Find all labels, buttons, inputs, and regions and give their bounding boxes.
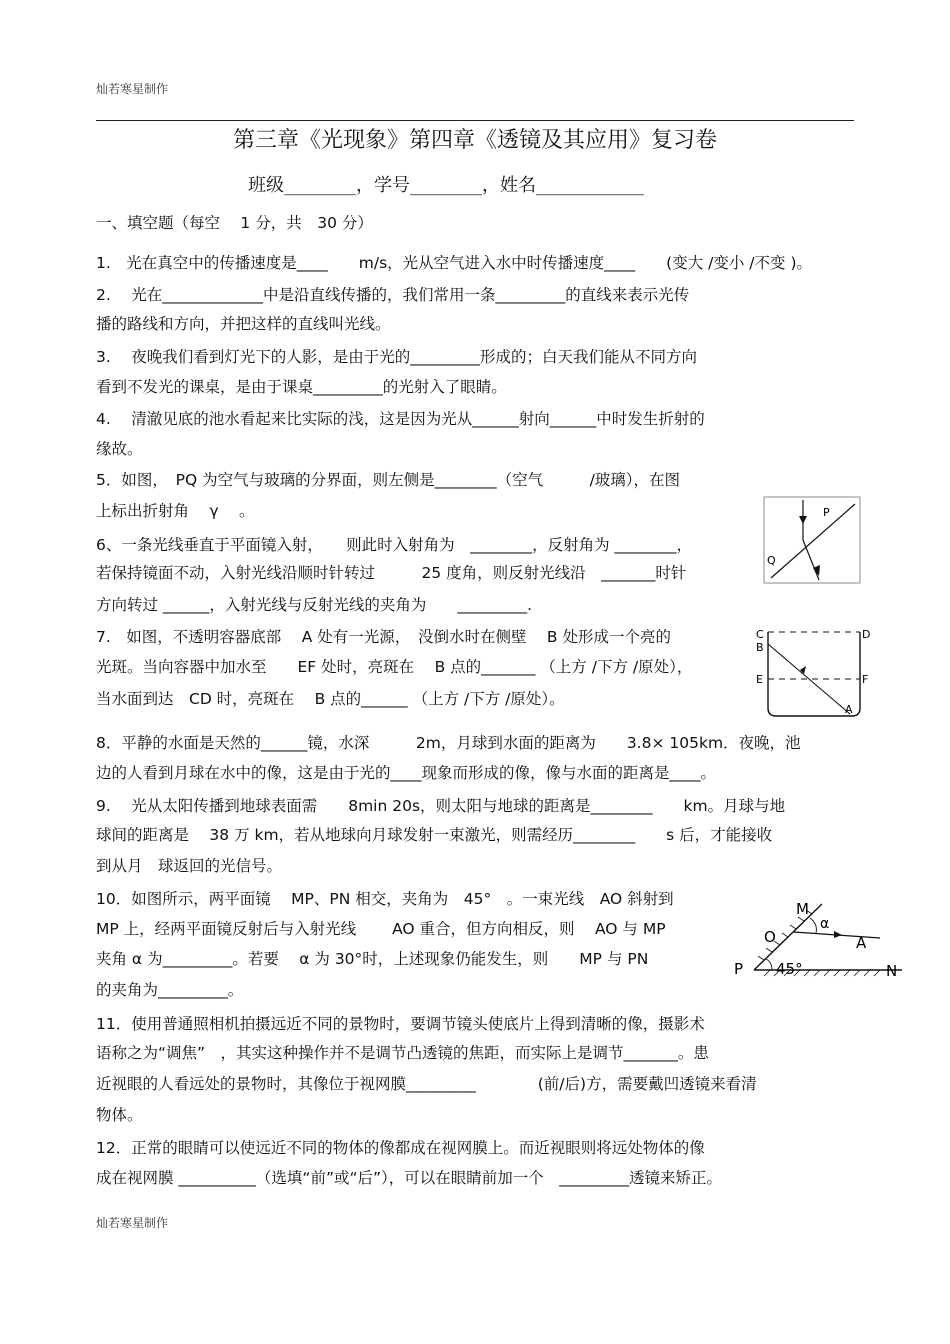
question-line: MP 上，经两平面镜反射后与入射光线 AO 重合，但方向相反，则 AO 与 MP [96,920,666,938]
page-title: 第三章《光现象》第四章《透镜及其应用》复习卷 [232,128,717,153]
angle-45-arc [766,959,772,970]
question-line: 当水面到达 CD 时，亮斑在 B 点的______ （上方 /下方 /原处）。 [96,690,565,708]
question-line: 球间的距离是 38 万 km，若从地球向月球发射一束激光，则需经历________ s 后，才能接收 [96,826,773,844]
figure-two-mirrors [730,890,908,986]
ray-ao-arrow [834,931,842,938]
label-m: M [796,900,809,918]
question-line: 12．正常的眼睛可以使远近不同的物体的像都成在视网膜上。而近视眼则将远处物体的像 [96,1139,705,1157]
label-a: A [845,703,853,716]
incident-arrow [799,516,807,524]
question-line: 6、一条光线垂直于平面镜入射， 则此时入射角为 ________，反射角为 ________， [96,536,693,554]
question-line: 的夹角为_________。 [96,981,244,999]
question-line: 9. 光从太阳传播到地球表面需 8min 20s，则太阳与地球的距离是________ km。月球与地 [96,797,786,815]
question-line: 夹角 α 为_________。若要 α 为 30°时，上述现象仍能发生，则 MP 与 PN [96,950,649,968]
figure-container [754,622,874,720]
question-line: 物体。 [96,1106,143,1124]
label-n: N [886,962,898,980]
question-line: 语称之为“调焦” ，其实这种操作并不是调节凸透镜的焦距，而实际上是调节_______。患 [96,1044,709,1062]
label-angle-45: 45° [776,960,803,978]
question-line: 缘故。 [96,440,143,458]
label-b: B [756,641,764,654]
question-line: 11．使用普通照相机拍摄远近不同的景物时，要调节镜头使底片上得到清晰的像，摄影术 [96,1015,705,1033]
question-line: 5．如图， PQ 为空气与玻璃的分界面，则左侧是________（空气 /玻璃），在图 [96,471,681,489]
label-alpha: α [820,916,830,932]
page-header: 灿若寒星制作 [96,82,169,96]
figure-border [764,497,860,583]
question-line: 播的路线和方向，并把这样的直线叫光线。 [96,315,391,333]
question-line: 方向转过 ______，入射光线与反射光线的夹角为 _________. [96,596,533,614]
question-line: 7. 如图，不透明容器底部 A 处有一光源， 没倒水时在侧壁 B 处形成一个亮的 [96,628,671,646]
question-line: 到从月 球返回的光信号。 [96,857,283,875]
section-heading: 一、填空题（每空 1 分，共 30 分） [96,214,373,232]
question-line: 2. 光在_____________中是沿直线传播的，我们常用一条_________的直线来表示光传 [96,286,690,304]
label-c: C [756,628,764,641]
label-p: P [734,960,744,978]
question-line: 近视眼的人看远处的景物时，其像位于视网膜_________ (前/后)方，需要戴凹透镜来看清 [96,1075,757,1093]
alpha-arc [810,918,816,933]
label-p: P [823,506,830,519]
figure-refraction-pq [763,496,861,584]
question-line: 看到不发光的课桌，是由于课桌_________的光射入了眼睛。 [96,378,507,396]
header-rule [96,120,854,121]
label-f: F [862,673,869,686]
page-footer: 灿若寒星制作 [96,1216,169,1230]
question-line: 光斑。当向容器中加水至 EF 处时，亮斑在 B 点的_______ （上方 /下方 /原处）， [96,658,693,676]
question-line: 上标出折射角 γ 。 [96,502,255,520]
question-line: 若保持镜面不动，入射光线沿顺时针转过 25 度角，则反射光线沿 _______时针 [96,564,687,582]
question-line: 1. 光在真空中的传播速度是____ m/s，光从空气进入水中时传播速度____ (变大 /变小 /不变 )。 [96,254,813,272]
question-line: 3. 夜晚我们看到灯光下的人影，是由于光的_________形成的；白天我们能从不同方向 [96,348,697,366]
question-line: 边的人看到月球在水中的像，这是由于光的____现象而形成的像，像与水面的距离是____。 [96,764,717,782]
interface-line [771,504,855,578]
question-line: 4. 清澈见底的池水看起来比实际的浅，这是因为光从______射向______中时发生折射的 [96,410,705,428]
question-line: 成在视网膜 __________（选填“前”或“后”），可以在眼睛前加一个 _________透镜来矫正。 [96,1169,723,1187]
label-e: E [756,673,763,686]
student-info-line: 班级________，学号________，姓名____________ [248,175,644,196]
question-line: 10．如图所示，两平面镜 MP、PN 相交，夹角为 45° 。一束光线 AO 斜射到 [96,890,674,908]
question-line: 8．平静的水面是天然的______镜，水深 2m，月球到水面的距离为 3.8× 105km．夜晚，池 [96,734,801,752]
label-q: Q [767,554,776,567]
refracted-ray [803,540,819,580]
label-o: O [764,928,776,946]
label-a: A [856,934,867,952]
label-d: D [862,628,871,641]
